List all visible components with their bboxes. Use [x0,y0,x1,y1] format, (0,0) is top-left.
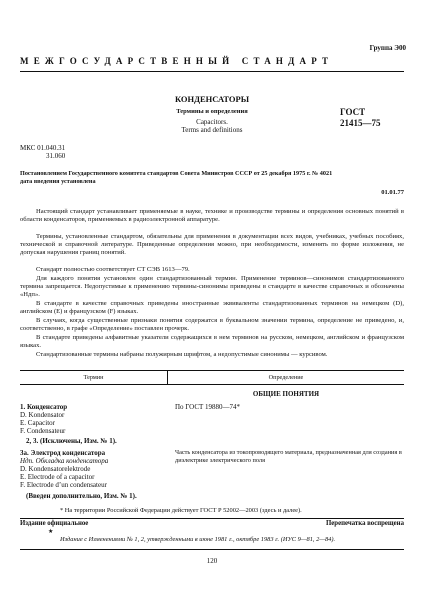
table-header-definition: Определение [268,374,304,381]
term-electrode-en: E. Electrode of a capacitor [20,473,95,481]
document-title: КОНДЕНСАТОРЫ [174,94,250,104]
decree-text: Постановлением Государственного комитета стандартов Совета Министров СССР от 25 декабря 1975 г. № 4021 [20,170,333,177]
intro-date: 01.01.77 [381,189,404,196]
star-icon: ★ [48,529,54,535]
gost-number: 21415—75 [340,118,381,128]
reprint-notice: Перепечатка воспрещена [326,520,404,527]
title-english-2: Terms and definitions [181,126,243,134]
term-capacitor: 1. Конденсатор [20,403,68,411]
amendments-note: Издание с Изменениями № 1, 2, утвержденными в июне 1981 г., октябре 1983 г. (ИУС 9—81, 2—84). [60,536,336,543]
term-capacitor-electrode: 3а. Электрод конденсатора [20,449,106,457]
paragraph-conformity: Стандарт полностью соответствует СТ СЭВ 1613—79. [36,266,190,273]
gost-label: ГОСТ [340,107,366,117]
table-header-divider [20,384,404,385]
definition-capacitor: По ГОСТ 19880—74* [175,403,241,411]
header-rule [20,71,404,72]
document-subtitle: Термины и определения [176,108,248,115]
footnote: * На территории Российской Федерации действует ГОСТ Р 52002—2003 (здесь и далее). [60,507,302,514]
term-capacitor-fr: F. Condensateur [20,427,66,435]
group-code: Группа Э00 [369,44,406,52]
paragraph-definitions: В случаях, когда существенные признаки понятия содержатся в буквальном значении термина, определение не приведено, и, соответственно, в графе «Определение» поставлен прочерк. [20,317,404,333]
mks-code-1: МКС 01.040.31 [20,144,66,152]
paragraph-mandatory: Термины, установленные стандартом, обязательны для применения в документации всех видов, учебниках, учебных пособиях, технической и справочной литературе. Приведенные определения можно, при необходимости, изменять по форме изложения, не допуская нарушения границ понятий. [20,233,404,257]
title-english-1: Capacitors. [196,118,228,126]
paragraph-synonyms: Для каждого понятия установлен один стандартизованный термин. Применение терминов—синонимов стандартизованного термина запрещается. Недопустимые к применению термины-синонимы приведены в стандарте в качестве справочных и обозначены «Ндп». [20,275,404,299]
footer-bottom-rule [20,549,404,550]
paragraph-indexes: В стандарте приведены алфавитные указатели содержащихся в нем терминов на русском, немецком, английском и французском языках. [20,334,404,350]
definition-capacitor-electrode: Часть конденсатора из токопроводящего материала, предназначенная для создания в диэлектрике электрического поля [175,449,402,464]
mks-code-2: 31.060 [46,152,66,160]
term-capacitor-en: E. Capacitor [20,419,55,427]
intro-date-label: дата введения установлена [20,178,96,185]
section-heading: ОБЩИЕ ПОНЯТИЯ [252,390,320,398]
added-note: (Введен дополнительно, Изм. № 1). [26,492,137,500]
paragraph-scope: Настоящий стандарт устанавливает применяемые в науке, технике и производстве термины и определения основных понятий в области конденсаторов, применяемых в радиоэлектронной аппаратуре. [20,208,404,224]
footer-rule [20,518,404,519]
term-electrode-fr: F. Electrode d’un condensateur [20,481,107,489]
page-number: 120 [206,557,218,565]
table-header-term: Термин [83,374,104,381]
paragraph-equivalents: В стандарте в качестве справочных приведены иностранные эквиваленты стандартизованных терминов на немецком (D), английском (E) и французском (F) языках. [20,300,404,316]
edition-official: Издание официальное [20,520,89,527]
term-electrode-de: D. Kondensatorelektrode [20,465,91,473]
table-top-rule [20,370,404,371]
excluded-note: 2, 3. (Исключены, Изм. № 1). [26,437,117,445]
paragraph-typography: Стандартизованные термины набраны полужирным шрифтом, а недопустимые синонимы — курсивом. [36,351,328,358]
standard-header: МЕЖГОСУДАРСТВЕННЫЙ СТАНДАРТ [20,56,334,66]
term-electrode-ndp: Ндп. Обкладка конденсатора [20,457,109,465]
term-capacitor-de: D. Kondensator [20,411,65,419]
